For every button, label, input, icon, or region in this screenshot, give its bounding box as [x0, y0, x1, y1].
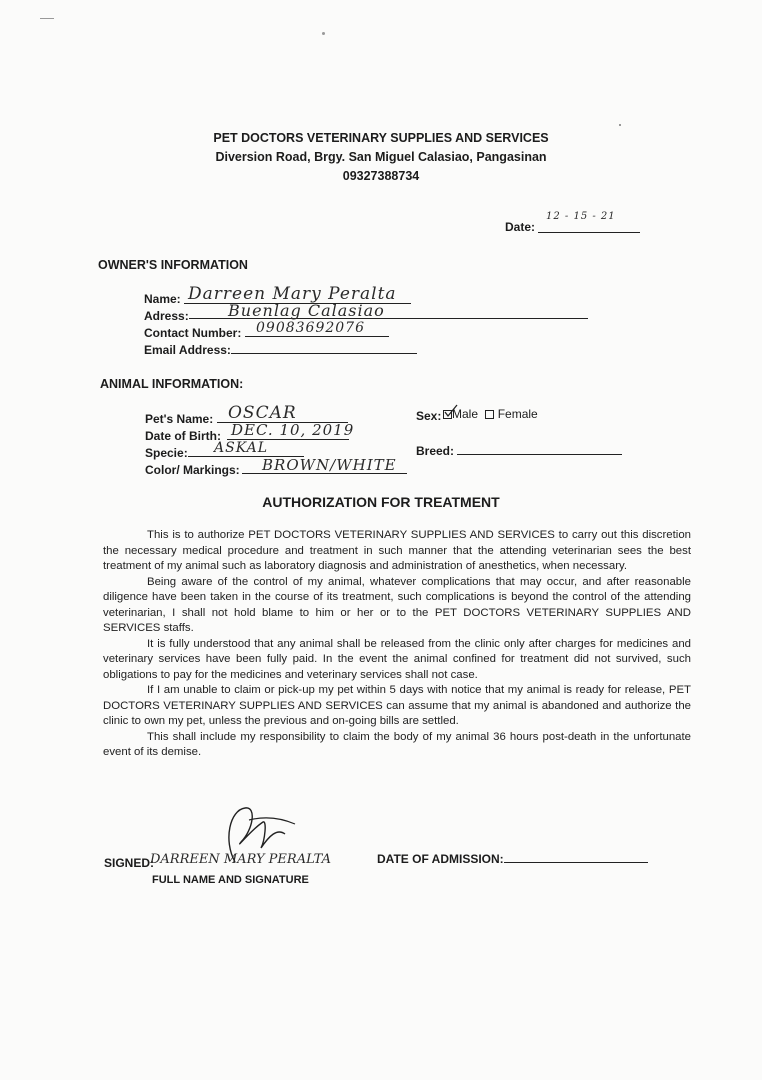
signed-value[interactable]: DARREEN MARY PERALTA: [150, 852, 332, 867]
paragraph: Being aware of the control of my animal, whatever complications that may occur, and after reasonable diligence have been taken in the course of its treatment, such complications is beyond the control of the attending veterinarian, I shall not hold blame to him or her or to the PET DOCTORS VETERINARY SUPPLIES AND SERVICES staffs.: [103, 575, 691, 634]
email-line[interactable]: [231, 353, 417, 354]
animal-heading: ANIMAL INFORMATION:: [100, 377, 244, 391]
female-label: Female: [497, 407, 538, 421]
address-label: Adress:: [144, 309, 189, 323]
signature-caption: FULL NAME AND SIGNATURE: [152, 874, 309, 886]
name-label: Name:: [144, 292, 181, 306]
authorization-title: AUTHORIZATION FOR TREATMENT: [262, 494, 500, 510]
company-address: Diversion Road, Brgy. San Miguel Calasiao, Pangasinan: [215, 150, 547, 164]
paragraph: If I am unable to claim or pick-up my pet within 5 days with notice that my animal is ready for release, PET DOCTORS VETERINARY SUPPLIES AND SERVICES can assume that my animal is abandoned and authorize the clinic to own my pet, unless the previous and on-going bills are settled.: [103, 684, 691, 727]
owner-heading: OWNER'S INFORMATION: [98, 258, 248, 272]
dob-value[interactable]: DEC. 10, 2019: [231, 421, 355, 439]
check-icon: [444, 404, 458, 418]
breed-line[interactable]: [457, 454, 622, 455]
company-name: PET DOCTORS VETERINARY SUPPLIES AND SERVICES: [213, 131, 549, 145]
name-value[interactable]: Darreen Mary Peralta: [188, 284, 397, 304]
admission-label: DATE OF ADMISSION:: [377, 852, 504, 866]
contact-label: Contact Number:: [144, 326, 242, 340]
male-label: Male: [452, 407, 479, 421]
dob-label: Date of Birth:: [145, 429, 221, 443]
signed-label: SIGNED:: [104, 856, 155, 870]
date-label: Date:: [505, 220, 536, 234]
scan-speck: [322, 32, 325, 35]
male-checkbox[interactable]: [443, 410, 452, 419]
paragraph: It is fully understood that any animal shall be released from the clinic only after charges for medicines and veterinary services have been fully paid. In the event the animal confined for treatment did not survived, such obligations to pay for the medicines and veterinary services shall not case.: [103, 637, 691, 681]
scan-speck: [619, 124, 621, 126]
contact-value[interactable]: 09083692076: [256, 320, 365, 336]
breed-label: Breed:: [416, 444, 455, 458]
authorization-body: [103, 528, 691, 761]
female-checkbox[interactable]: [485, 410, 494, 419]
paragraph: This is to authorize PET DOCTORS VETERINARY SUPPLIES AND SERVICES to carry out this discretion the necessary medical procedure and treatment in such manner that the attending veterinarian sees the best treatment of my animal such as laboratory diagnosis and administration of anesthetics, when necessary.: [103, 529, 691, 572]
sex-label: Sex:: [416, 409, 442, 423]
color-label: Color/ Markings:: [145, 463, 240, 477]
contact-line: [245, 336, 389, 337]
date-value[interactable]: 12 - 15 - 21: [546, 211, 616, 222]
scan-speck: [40, 18, 54, 19]
signature-icon: [205, 800, 305, 870]
pet-name-value[interactable]: OSCAR: [228, 403, 297, 423]
paragraph: This shall include my responsibility to claim the body of my animal 36 hours post-death in the unfortunate event of its demise.: [103, 730, 691, 758]
email-label: Email Address:: [144, 343, 231, 357]
specie-value[interactable]: ASKAL: [214, 440, 268, 456]
specie-label: Specie:: [145, 446, 188, 460]
admission-line[interactable]: [504, 862, 648, 863]
date-line: [538, 232, 640, 233]
sex-options: [443, 407, 538, 421]
pet-name-label: Pet's Name:: [145, 412, 214, 426]
color-value[interactable]: BROWN/WHITE: [262, 456, 397, 474]
company-phone: 09327388734: [342, 169, 420, 183]
address-value[interactable]: Buenlag Calasiao: [228, 301, 385, 320]
